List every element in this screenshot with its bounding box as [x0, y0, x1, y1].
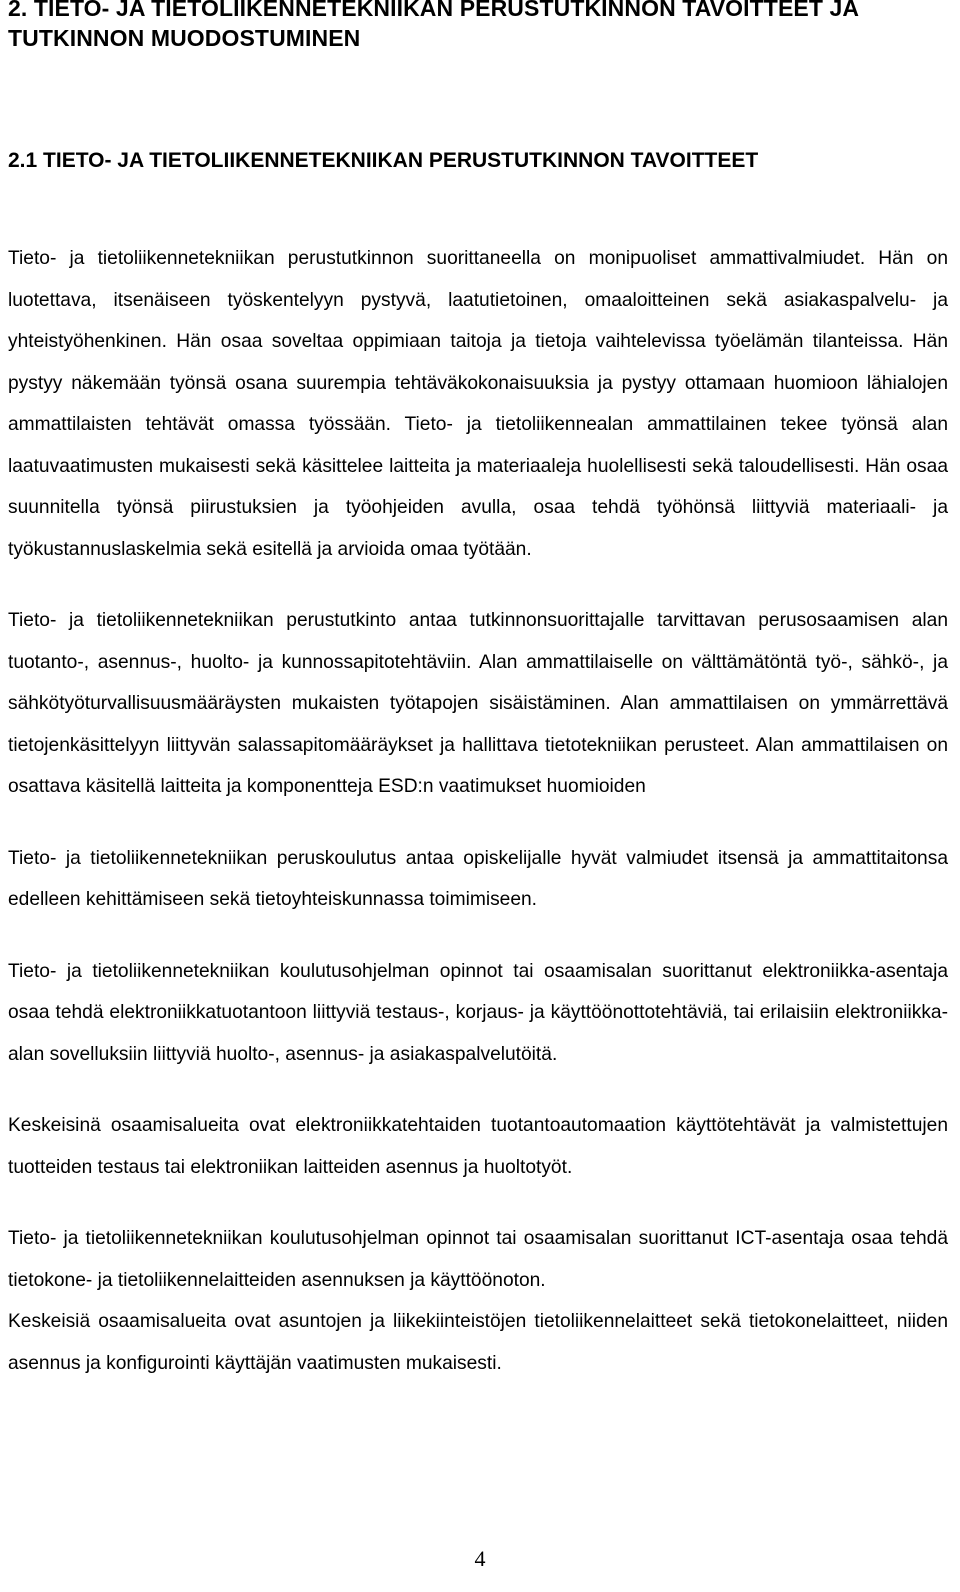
chapter-heading: 2. TIETO- JA TIETOLIIKENNETEKNIIKAN PERUSTUTKINNON TAVOITTEET JA TUTKINNON MUODOSTUMINEN: [8, 0, 859, 51]
paragraph-keskeisina-osaamisalueita: Keskeisinä osaamisalueita ovat elektroniikkatehtaiden tuotantoautomaation käyttötehtävät ja valmistettujen tuotteiden testaus tai elektroniikan laitteiden asennus ja huoltotyöt.: [8, 1115, 948, 1178]
body-text: [8, 238, 948, 1414]
paragraph-peruskoulutus: Tieto- ja tietoliikennetekniikan peruskoulutus antaa opiskelijalle hyvät valmiudet itsensä ja ammattitaitonsa edelleen kehittämiseen sekä tietoyhteiskunnassa toimimiseen.: [8, 847, 948, 910]
section-heading: 2.1 TIETO- JA TIETOLIIKENNETEKNIIKAN PERUSTUTKINNON TAVOITTEET: [8, 149, 759, 172]
paragraph-ict-asentaja: Tieto- ja tietoliikennetekniikan koulutusohjelman opinnot tai osaamisalan suorittanut ICT-asentaja osaa tehdä tietokone- ja tietoliikennelaitteiden asennuksen ja käyttöönoton.: [8, 1228, 948, 1291]
paragraph-perusosaaminen: Tieto- ja tietoliikennetekniikan perustutkinto antaa tutkinnonsuorittajalle tarvittavan perusosaamisen alan tuotanto-, asennus-, huolto- ja kunnossapitotehtäviin. Alan ammattilaiselle on välttämätöntä työ-, sähkö-, ja sähkötyöturvallisuusmääräysten mukaisten työtapojen sisäistäminen. Alan ammattilaisen on ymmärrettävä tietojenkäsittelyyn liittyvän salassapitomääräykset ja hallittava tietotekniikan perusteet. Alan ammattilaisen on osattava käsitellä laitteita ja komponentteja ESD:n vaatimukset huomioiden: [8, 610, 948, 797]
document-page: [8, 0, 948, 1374]
page-number: 4: [474, 1546, 486, 1571]
paragraph-keskeisia-osaamisalueita: Keskeisiä osaamisalueita ovat asuntojen ja liikekiinteistöjen tietoliikennelaitteet sekä tietokonelaitteet, niiden asennus ja konfigurointi käyttäjän vaatimusten mukaisesti.: [8, 1311, 948, 1374]
paragraph-ammattivalmiudet: Tieto- ja tietoliikennetekniikan perustutkinnon suorittaneella on monipuoliset ammattivalmiudet. Hän on luotettava, itsenäiseen työskentelyyn pystyvä, laatutietoinen, omaaloitteinen sekä asiakaspalvelu- ja yhteistyöhenkinen. Hän osaa soveltaa oppimiaan taitoja ja tietoja vaihtelevissa työelämän tilanteissa. Hän pystyy näkemään työnsä osana suurempia tehtäväkokonaisuuksia ja pystyy ottamaan huomioon lähialojen ammattilaisten tehtävät omassa työssään. Tieto- ja tietoliikennealan ammattilainen tekee työnsä alan laatuvaatimusten mukaisesti sekä käsittelee laitteita ja materiaaleja huolellisesti sekä taloudellisesti. Hän osaa suunnitella työnsä piirustuksien ja työohjeiden avulla, osaa tehdä työhönsä liittyviä materiaali- ja työkustannuslaskelmia sekä esitellä ja arvioida omaa työtään.: [8, 248, 948, 560]
paragraph-elektroniikka-asentaja: Tieto- ja tietoliikennetekniikan koulutusohjelman opinnot tai osaamisalan suorittanut elektroniikka-asentaja osaa tehdä elektroniikkatuotantoon liittyviä testaus-, korjaus- ja käyttöönottotehtäviä, tai erilaisiin elektroniikka-alan sovelluksiin liittyviä huolto-, asennus- ja asiakaspalvelutöitä.: [8, 960, 948, 1065]
